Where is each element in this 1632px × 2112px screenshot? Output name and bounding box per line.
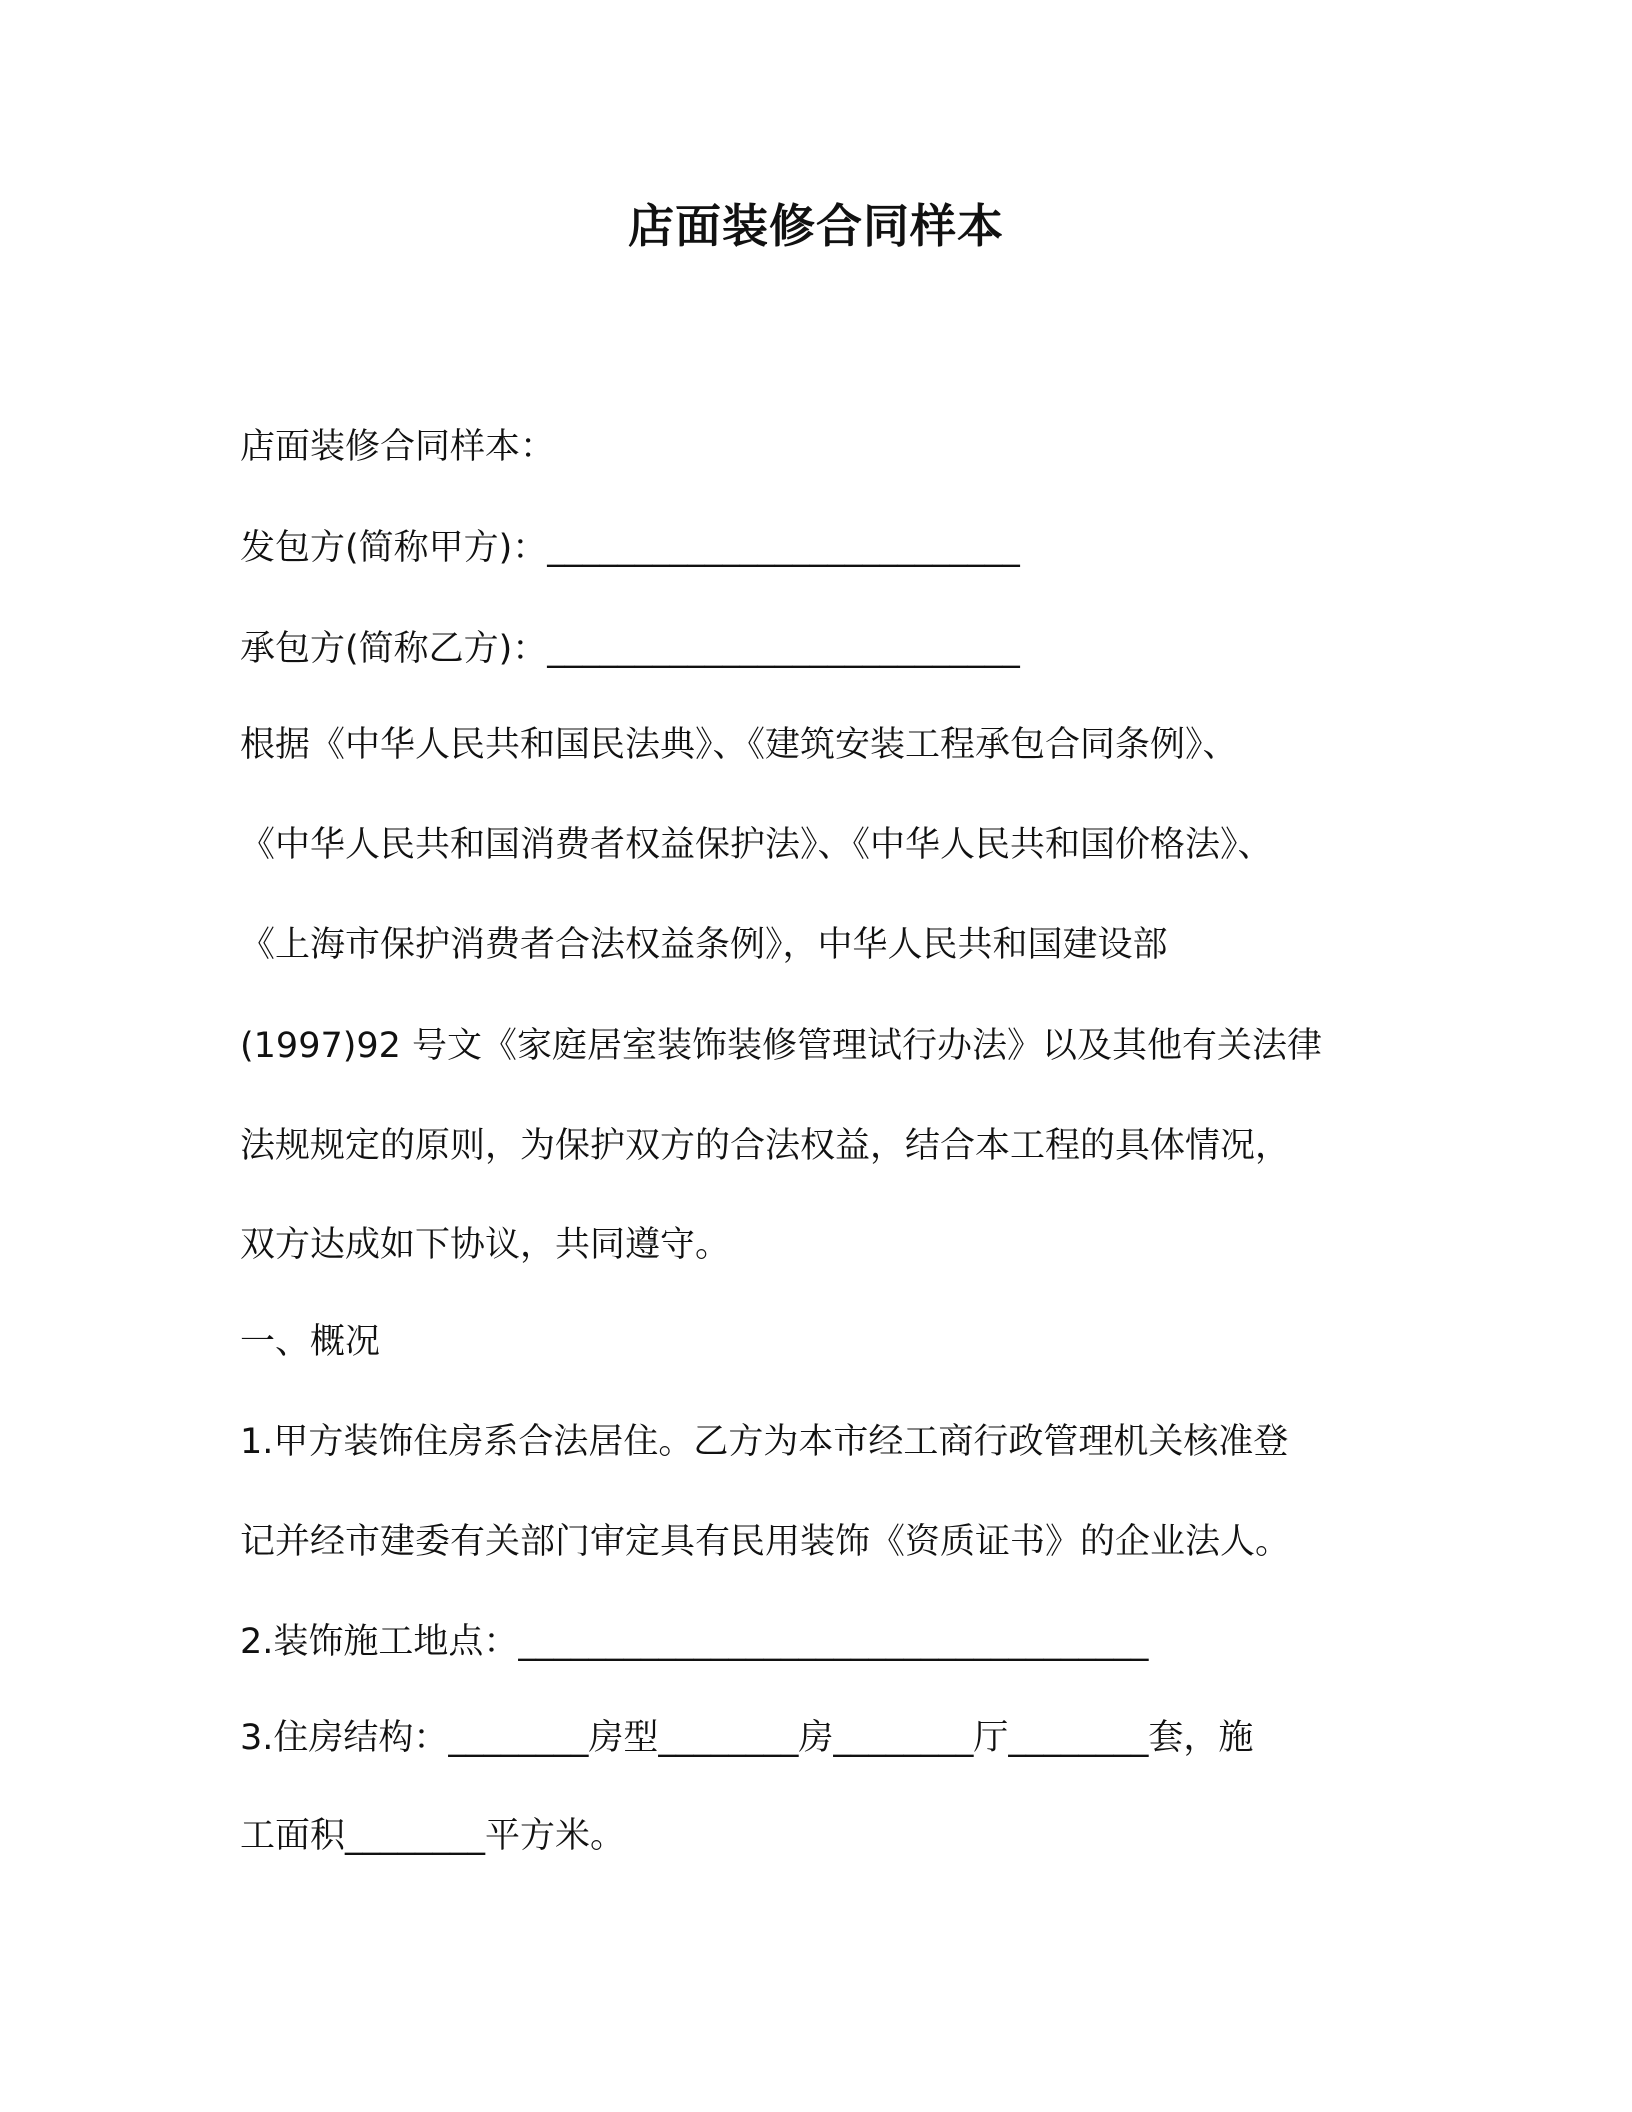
paragraph-line: (1997)92 号文《家庭居室装饰装修管理试行办法》以及其他有关法律 [240,1026,1323,1066]
paragraph-line: 记并经市建委有关部门审定具有民用装饰《资质证书》的企业法人。 [240,1522,1291,1562]
paragraph-line: 双方达成如下协议，共同遵守。 [240,1225,731,1265]
section-heading: 一、概况 [240,1322,381,1362]
paragraph-line: 根据《中华人民共和国民法典》、《建筑安装工程承包合同条例》、 [240,725,1238,765]
paragraph-line: 《上海市保护消费者合法权益条例》，中华人民共和国建设部 [240,925,1168,965]
party-a-line: 发包方(简称甲方)：___________________________ [240,528,1020,568]
paragraph-line: 法规规定的原则，为保护双方的合法权益，结合本工程的具体情况， [240,1126,1291,1166]
contract-heading-line: 店面装修合同样本： [240,427,556,467]
housing-structure-line: 3.住房结构：________房型________房________厅________套，施 [240,1718,1254,1758]
party-b-line: 承包方(简称乙方)：___________________________ [240,629,1020,669]
paragraph-line: 《中华人民共和国消费者权益保护法》、《中华人民共和国价格法》、 [240,825,1273,865]
site-address-line: 2.装饰施工地点：____________________________________ [240,1622,1149,1662]
paragraph-line: 1.甲方装饰住房系合法居住。乙方为本市经工商行政管理机关核准登 [240,1422,1289,1462]
document-title: 店面装修合同样本 [628,199,1004,253]
construction-area-line: 工面积________平方米。 [240,1816,626,1856]
